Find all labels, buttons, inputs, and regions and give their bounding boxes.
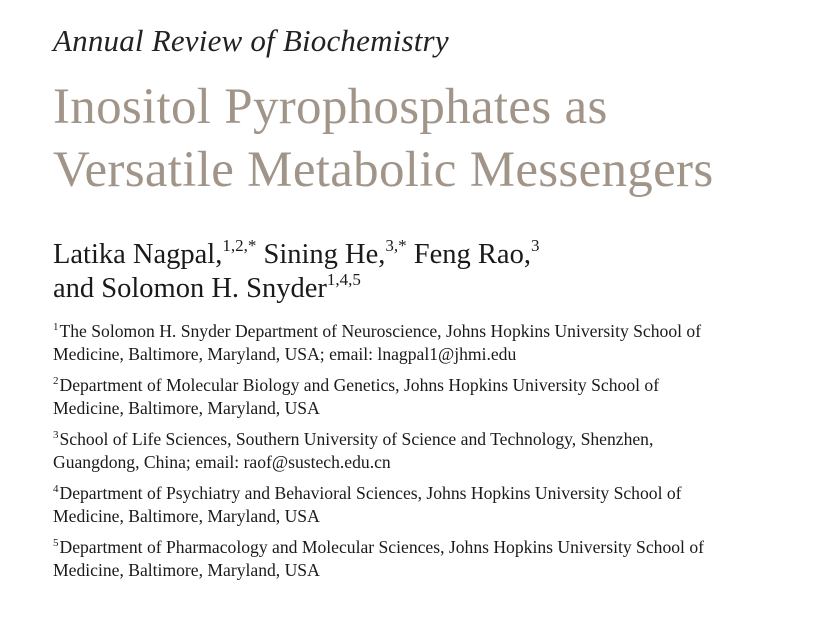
affiliation-number: 4 xyxy=(53,483,59,495)
author-name: Latika Nagpal, xyxy=(53,239,223,270)
author-name: Sining He, xyxy=(263,239,386,270)
author-line-2 xyxy=(53,272,813,306)
affiliation-number: 1 xyxy=(53,321,59,333)
affiliation-text: The Solomon H. Snyder Department of Neuroscience, Johns Hopkins University School of xyxy=(59,321,702,341)
affiliation-4 xyxy=(53,482,813,528)
affiliation-text: Department of Psychiatry and Behavioral Sciences, Johns Hopkins University School of xyxy=(59,483,682,503)
affiliation-list xyxy=(53,320,813,582)
affiliation-number: 3 xyxy=(53,429,59,441)
article-header xyxy=(53,18,813,590)
affiliation-text: Medicine, Baltimore, Maryland, USA xyxy=(53,398,320,418)
author-name: and Solomon H. Snyder xyxy=(53,273,327,304)
author-list xyxy=(53,238,813,306)
article-title-line-1: Inositol Pyrophosphates as xyxy=(53,79,608,135)
author-affiliation-marks: 3 xyxy=(530,236,540,255)
article-title xyxy=(53,76,813,202)
affiliation-3 xyxy=(53,428,813,474)
author-name: Feng Rao, xyxy=(413,239,531,270)
affiliation-text: Guangdong, China; email: raof@sustech.edu.cn xyxy=(53,452,391,472)
author-affiliation-marks: 1,4,5 xyxy=(326,270,361,289)
affiliation-text: School of Life Sciences, Southern University of Science and Technology, Shenzhen, xyxy=(59,429,654,449)
article-title-line-2: Versatile Metabolic Messengers xyxy=(53,142,714,198)
affiliation-text: Department of Molecular Biology and Genetics, Johns Hopkins University School of xyxy=(59,375,660,395)
affiliation-1 xyxy=(53,320,813,366)
affiliation-text: Medicine, Baltimore, Maryland, USA xyxy=(53,560,320,580)
affiliation-number: 5 xyxy=(53,537,59,549)
author-affiliation-marks: 1,2,* xyxy=(222,236,257,255)
affiliation-5 xyxy=(53,536,813,582)
affiliation-text: Medicine, Baltimore, Maryland, USA; email: lnagpal1@jhmi.edu xyxy=(53,344,517,364)
affiliation-number: 2 xyxy=(53,375,59,387)
affiliation-text: Department of Pharmacology and Molecular Sciences, Johns Hopkins University School of xyxy=(59,537,704,557)
author-line-1 xyxy=(53,238,813,272)
author-affiliation-marks: 3,* xyxy=(385,236,407,255)
affiliation-2 xyxy=(53,374,813,420)
journal-name: Annual Review of Biochemistry xyxy=(53,23,449,58)
affiliation-text: Medicine, Baltimore, Maryland, USA xyxy=(53,506,320,526)
